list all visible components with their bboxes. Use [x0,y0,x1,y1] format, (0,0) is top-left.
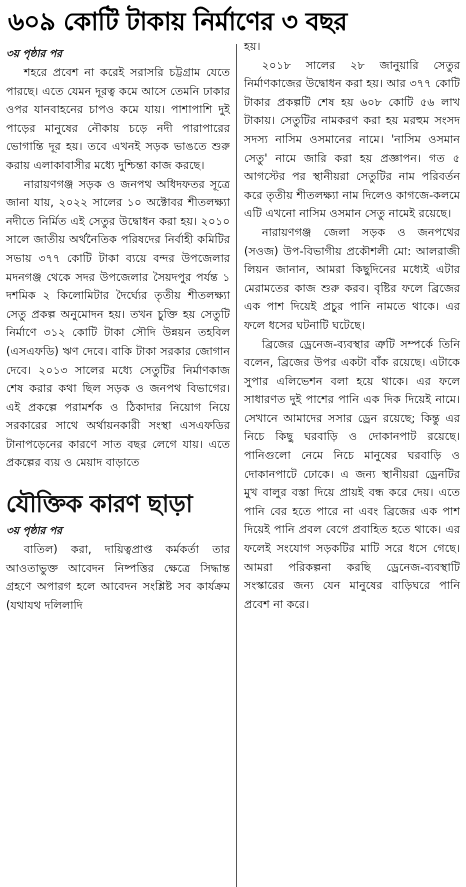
right-column [244,38,460,614]
article-paragraph: নারায়ণগঞ্জ জেলা সড়ক ও জনপথের (সওজ) উপ-বিভাগীয় প্রকৌশলী মো: আলরাজী লিয়ন জানান, আমরা কিছুদিনের মধ্যেই এটার মেরামতের কাজ শুরু করব। বৃষ্টির ফলে ব্রিজের এক পাশ দিয়েই প্রচুর পানি নামতে থাকে। এর ফলে ধসের ঘটনাটি ঘটেছে। [244,225,460,332]
continued-from-label: ৩য় পৃষ্ঠার পর [6,48,63,60]
article-paragraph: ২০১৮ সালের ২৮ জানুয়ারি সেতুর নির্মাণকাজের উদ্বোধন করা হয়। আর ৩৭৭ কোটি টাকার প্রকল্পটি শেষ হয় ৬০৮ কোটি ৫৬ লাখ টাকায়। সেতুটির নামকরণ করা হয় মরহুম সংসদ সদস্য নাসিম ওসমানের নামে। 'নাসিম ওসমান সেতু' নামে জারি করা হয় প্রজ্ঞাপন। গত ৫ আগস্টের পর স্থানীয়রা সেতুটির নাম পরিবর্তন করে তৃতীয় শীতলক্ষ্যা নাম দিলেও কাগজে-কলমে এটি এখনো নাসিম ওসমান সেতু নামেই রয়েছে। [244,58,460,221]
article-paragraph: ব্রিজের ড্রেনেজ-ব্যবস্থার ত্রুটি সম্পর্কে তিনি বলেন, ব্রিজের উপর একটা বাঁক রয়েছে। এটাকে সুপার এলিভেশন বলা হয়ে থাকে। এর ফলে সাধারণত দুই পাশের পানি এক দিক দিয়েই নামে। সেখানে আমাদের সসার ড্রেন রয়েছে; কিন্তু এর নিচে কিছু ঘরবাড়ি ও দোকানপাট রয়েছে। পানিগুলো নেমে নিচে মানুষের ঘরবাড়ি ও দোকানপাটে ঢোকে। এ জন্য স্থানীয়রা ড্রেনটির মুখ বালুর বস্তা দিয়ে প্রায়ই বন্ধ করে দেয়। এতে পানি বের হতে পারে না এবং ব্রিজের এক পাশ দিয়েই পানি প্রবল বেগে প্রবাহিত হতে থাকে। এর ফলেই সংযোগ সড়কটির মাটি সরে ধসে গেছে। আমরা পরিকল্পনা করছি ড্রেনেজ-ব্যবস্থাটি সংস্কারের জন্য যেন মানুষের বাড়িঘরে পানি প্রবেশ না করে। [244,337,460,611]
article-paragraph: নারায়ণগঞ্জ সড়ক ও জনপথ অধিদফতর সূত্রে জানা যায়, ২০২২ সালের ১০ অক্টোবর শীতলক্ষ্যা নদীতে নির্মিত এই সেতুর উদ্বোধন করা হয়। ২০১০ সালে জাতীয় অর্থনৈতিক পরিষদের নির্বাহী কমিটির সভায় ৩৭৭ কোটি টাকা ব্যয়ে বন্দর উপজেলার মদনগঞ্জ থেকে সদর উপজেলার সৈয়দপুর পর্যন্ত ১ দশমিক ২ কিলোমিটার দৈর্ঘ্যের তৃতীয় শীতলক্ষ্যা সেতু প্রকল্প অনুমোদন হয়। তখন চুক্তি হয় সেতুটি নির্মাণে ৩১২ কোটি টাকা সৌদি উন্নয়ন তহবিল (এসএফডি) ঋণ দেবে। বাকি টাকা সরকার জোগান দেবে। ২০১৩ সালের মধ্যে সেতুটির নির্মাণকাজ শেষ করার কথা ছিল সড়ক ও জনপথ বিভাগের। এই প্রকল্পে পরামর্শক ও ঠিকাদার নিয়োগ নিয়ে সরকারের সাথে অর্থায়নকারী সংস্থা এসএফডির টানাপড়েনের কারণে সাত বছর লেগে যায়। এতে প্রকল্পের ব্যয় ও মেয়াদ বাড়াতে [6,177,230,470]
column-divider [236,44,237,887]
headline: ৬০৯ কোটি টাকায় নির্মাণের ৩ বছর [8,7,347,36]
left-column [6,46,230,615]
article-paragraph: বাতিল) করা, দায়িত্বপ্রাপ্ত কর্মকর্তা তার আওতাভুক্ত আবেদন নিষ্পত্তির ক্ষেত্রে সিদ্ধান্ত গ্রহণে অপারগ হলে আবেদন সংশ্লিষ্ট সব কার্যক্রম (যথাযথ দলিলাদি [6,543,230,612]
second-article-headline: যৌক্তিক কারণ ছাড়া [6,490,193,519]
article-paragraph: শহরে প্রবেশ না করেই সরাসরি চট্টগ্রাম যেতে পারছে। এতে যেমন দূরত্ব কমে আসে তেমনি ঢাকার ওপর যানবাহনের চাপও কমে যায়। পাশাপাশি দুই পাড়ের মানুষের নৌকায় চড়ে নদী পারাপারের ভোগান্তি দূর হয়। তবে এখনই সড়ক ভাঙতে শুরু করায় এলাকাবাসীর মধ্যে দুশ্চিন্তা কাজ করছে। [6,66,230,172]
continued-from-label: ৩য় পৃষ্ঠার পর [6,525,63,538]
article-paragraph: হয়। [244,40,261,53]
